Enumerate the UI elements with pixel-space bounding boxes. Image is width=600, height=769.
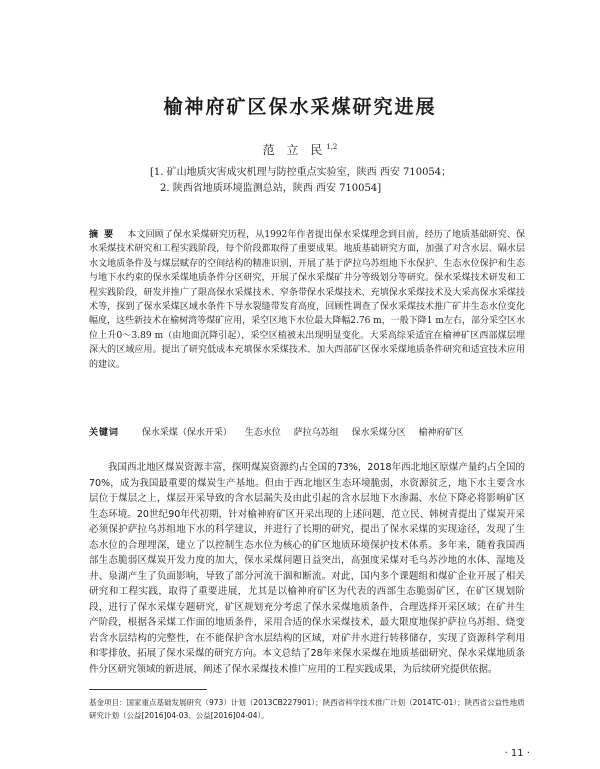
keyword-item: 保水采煤分区: [351, 428, 406, 438]
body-paragraph: 我国西北地区煤炭资源丰富，探明煤炭资源约占全国的73%，2018年西北地区原煤产量约占全国的70%，成为我国最重要的煤炭生产基地。但由于西北地区生态环境脆弱，水资源贫乏，地下水主要含水层位于煤层之上，煤层开采导致的含水层漏失及由此引起的含水层地下水渗漏、水位下降必将影响矿区生态环境。20世纪90年代初期，针对榆神府矿区开采出现的上述问题，范立民、韩树青提出了煤炭开采必须保护萨拉乌苏组地下水的科学建议，并进行了长期的研究，提出了保水采煤的实现途径，发现了生态水位的合理埋深，建立了以控制生态水位为核心的矿区地质环境保护技术体系。多年来，随着我国西部生态脆弱区煤炭开发力度的加大，保水采煤问题日益突出，高强度采煤对毛乌苏沙地的水体、湿地及井、泉湖产生了负面影响，导致了部分河流干涸和断流。对此，国内多个课题组和煤矿企业开展了相关研究和工程实践，取得了重要进展，尤其是以榆神府矿区为代表的西部生态脆弱矿区，在矿区规划阶段，进行了保水采煤专题研究，矿区规划充分考虑了保水采煤地质条件，合理选择开采区域；在矿井生产阶段，根据各采煤工作面的地质条件，采用合适的保水采煤技术，最大限度地保护萨拉乌苏组、烧变岩含水层结构的完整性，在不能保护含水层结构的区域，对矿井水进行转移储存，实现了资源科学利用和零排放，拓展了保水采煤的研究方向。本文总结了28年来保水采煤在地质基础研究、保水采煤地质条件分区研究领域的新进展，阐述了保水采煤技术推广应用的工程实践成果，为后续研究提供依据。: [89, 462, 525, 675]
keyword-item: 生态水位: [244, 428, 281, 438]
keywords-label: 关键词: [89, 428, 120, 438]
author-name: 范 立 民: [262, 143, 327, 157]
affiliation-line-2: 2. 陕西省地质环境监测总站，陕西 西安 710054]: [160, 183, 382, 194]
abstract: [89, 228, 525, 372]
affiliation-line-1: [1. 矿山地质灾害成灾机理与防控重点实验室，陕西 西安 710054；: [150, 167, 452, 178]
keyword-item: 萨拉乌苏组: [293, 428, 339, 438]
abstract-label: 摘要: [89, 230, 120, 240]
author-superscript: 1,2: [326, 143, 338, 151]
author-line: [0, 141, 600, 158]
affiliations: [150, 165, 480, 197]
footnote-divider: [89, 689, 207, 690]
keyword-item: 榆神府矿区: [418, 428, 464, 438]
page-number: · 11 ·: [504, 748, 530, 759]
funding-footnote: 基金项目：国家重点基础发展研究（973）计划（2013CB227901）；陕西省科学技术推广计划（2014TC-01）；陕西省公益性地质研究计划（公益[2016]04-03、公益[2016]04-04）。: [89, 698, 525, 720]
keywords: [89, 426, 525, 440]
keyword-item: 保水采煤（保水开采）: [141, 428, 232, 438]
abstract-text: 本文回顾了保水采煤研究历程，从1992年作者提出保水采煤理念到目前，经历了地质基础研究、保水采煤技术研究和工程实践阶段，每个阶段都取得了重要成果。地质基础研究方面，加强了对含水层、隔水层水文地质条件及与煤层赋存的空间结构的精准识别，开展了基于萨拉乌苏组地下水保护、生态水位保护和生态与地下水约束的保水采煤地质条件分区研究，开展了保水采煤矿井分等级划分等研究。保水采煤技术研发和工程实践阶段，研发并推广了限高保水采煤技术、窄条带保水采煤技术、充填保水采煤技术及大采高保水采煤技术等，探到了保水采煤区域水条件下导水裂缝带发育高度，回顾性调查了保水采煤技术推广矿井生态水位变化幅度，这些新技术在榆树湾等煤矿应用，采空区地下水位最大降幅2.76 m，一般下降1 m左右，部分采空区水位上升0～3.89 m（由地面沉降引起），采空区植被未出现明显变化。大采高综采适宜在榆神矿区西部煤层埋深大的区域应用。提出了研究低成本充填保水采煤技术、加大西部矿区保水采煤地质条件研究和适宜技术应用的建议。: [89, 230, 525, 370]
paper-title: 榆神府矿区保水采煤研究进展: [163, 96, 437, 118]
